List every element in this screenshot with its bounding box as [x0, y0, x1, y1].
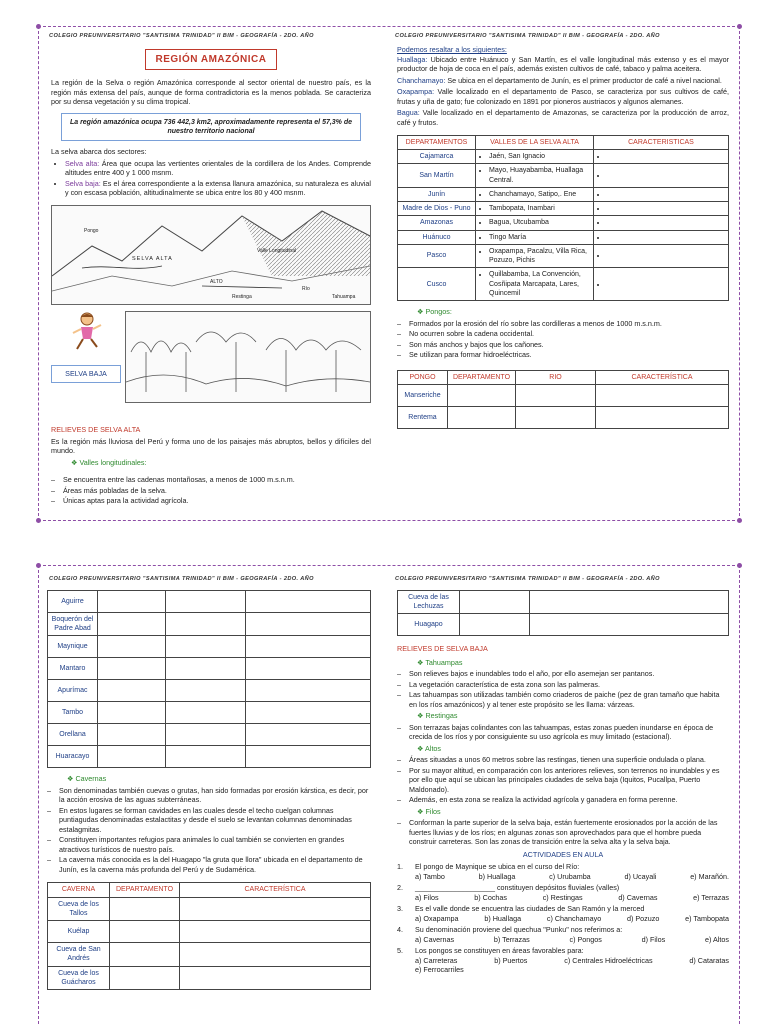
- answer-option[interactable]: b) Huallaga: [484, 913, 522, 923]
- valles-cell: • Bagua, Utcubamba: [476, 216, 594, 230]
- valles-cell: • Tambopata, Inambari: [476, 202, 594, 216]
- th-pongo: PONGO: [398, 370, 448, 384]
- table-row: [398, 187, 729, 201]
- answer-option[interactable]: d) Filos: [641, 934, 666, 944]
- valle-bagua: Bagua: Valle localizado en el departamento de Amazonas, se caracteriza por la producción de arroz, café y frutos.: [397, 108, 729, 127]
- table-row: [48, 591, 371, 613]
- valles-cell: • Chanchamayo, Satipo,. Ene: [476, 187, 594, 201]
- answer-option[interactable]: d) Ucayali: [624, 871, 657, 881]
- table-row: [48, 658, 371, 680]
- caracteristicas-cell[interactable]: [594, 230, 729, 244]
- fig-label-valle: Valle Longitudinal: [257, 248, 297, 254]
- valles-title: ❖ Valles longitudinales:: [71, 458, 371, 468]
- valles-table: [397, 135, 729, 301]
- area-note: La región amazónica ocupa 736 442,3 km2, aproximadamente representa el 57,3% de nuestro territorio nacional: [61, 113, 361, 141]
- table-row: [398, 164, 729, 187]
- selva-baja-item: • Selva baja: Es el área correspondiente a la extensa llanura amazónica, su naturaleza es aluvial y con escasa población, altitudinalmente se ubica entre los 80 y 400 msnm.: [65, 179, 371, 198]
- fig-label-selva-alta: SELVA ALTA: [132, 256, 173, 262]
- caracteristicas-cell[interactable]: [594, 202, 729, 216]
- caracteristicas-cell[interactable]: [594, 268, 729, 301]
- tahuampas-item: – Las tahuampas son utilizadas también como criaderos de paiche (pez de gran tamaño que habita en los ríos amazónicos) y al tener este propósito se les llama: várzeas.: [397, 690, 729, 709]
- answer-option[interactable]: e) Marañón.: [690, 871, 729, 881]
- th-caracteristicas: CARACTERISTICAS: [594, 136, 729, 150]
- intro-paragraph: La región de la Selva o región Amazónica corresponde al sector oriental de nuestro país, es la región más extensa del país, aunque de forma contradictoria es la menos poblada. Se caracteriza por su densa vegetación y su clima tropical.: [51, 78, 371, 107]
- table-row: [48, 943, 371, 966]
- section-title: REGIÓN AMAZÓNICA: [145, 49, 278, 70]
- pongo-name-cell: Aguirre: [48, 591, 98, 613]
- pongo-name-cell: Apurímac: [48, 680, 98, 702]
- question-item: 2. ____________________ constituyen depósitos fluviales (valles) a) Filos b) Cochas c) Restingas d) Cavernas e) Terrazas: [397, 883, 729, 902]
- caracteristicas-cell[interactable]: [594, 187, 729, 201]
- cavernas-item: – Son denominadas también cuevas o grutas, han sido formadas por erosión kárstica, es decir, por la acción erosiva de las aguas subterráneas.: [47, 786, 371, 805]
- valles-cell: • Quillabamba, La Convención, Cosñipata Marcapata, Lares, Quincemil: [476, 268, 594, 301]
- pongos-table-continued: [47, 590, 371, 768]
- table-row: [48, 746, 371, 768]
- filos-title: ❖ Filos: [417, 807, 729, 817]
- table-row: [48, 613, 371, 636]
- th-departamentos: DEPARTAMENTOS: [398, 136, 476, 150]
- table-row: [48, 636, 371, 658]
- answer-option[interactable]: e) Ferrocarriles: [415, 965, 464, 975]
- worksheet-page-2: [38, 565, 740, 1024]
- page-header: COLEGIO PREUNIVERSITARIO "SANTISIMA TRINIDAD" II BIM - GEOGRAFÍA - 2DO. AÑO: [395, 576, 660, 582]
- answer-option[interactable]: a) Cavernas: [415, 934, 455, 944]
- corner-dot: [36, 563, 41, 568]
- cavernas-table-continued: [397, 590, 729, 636]
- th-valles: VALLES DE LA SELVA ALTA: [476, 136, 594, 150]
- table-row: [398, 244, 729, 267]
- resaltar-heading: Podemos resaltar a los siguientes:: [397, 45, 507, 54]
- tahuampas-title: ❖ Tahuampas: [417, 658, 729, 668]
- pongos-item: – Se utilizan para formar hidroeléctricas.: [397, 350, 729, 360]
- answer-option[interactable]: b) Puertos: [494, 955, 528, 965]
- caracteristicas-cell[interactable]: [594, 150, 729, 164]
- running-girl-icon: [69, 311, 105, 353]
- altos-title: ❖ Altos: [417, 744, 729, 754]
- cavernas-table: [47, 882, 371, 990]
- caverna-name-cell: Kuélap: [48, 921, 110, 943]
- table-row: Manseriche: [398, 384, 729, 406]
- table-row: [398, 202, 729, 216]
- cavernas-item: – En estos lugares se forman cavidades en las cuales desde el techo cuelgan columnas puntiagudas denominadas estalactitas y desde el suelo se levantan columnas denominadas estalagmitas.: [47, 806, 371, 835]
- corner-dot: [737, 563, 742, 568]
- pongo-name-cell: Huaracayo: [48, 746, 98, 768]
- answer-option[interactable]: b) Huallaga: [478, 871, 516, 881]
- dep-cell: San Martín: [398, 164, 476, 187]
- answer-option[interactable]: a) Tambo: [415, 871, 445, 881]
- selva-alta-item: • Selva alta: Área que ocupa las vertientes orientales de la cordillera de los Andes. Comprende altitudes entre 400 y 1 000 msnm.: [65, 159, 371, 178]
- pongos-title: ❖ Pongos:: [417, 307, 729, 317]
- fig-label-tahuampa: Tahuampa: [332, 294, 356, 300]
- valles-cell: • Oxapampa, Pacalzu, Villa Rica, Pozuzo, Pichis: [476, 244, 594, 267]
- forest-sketch-icon: [126, 312, 370, 402]
- table-row: [48, 921, 371, 943]
- table-row: [48, 702, 371, 724]
- corner-dot: [737, 518, 742, 523]
- sectores-intro: La selva abarca dos sectores:: [51, 147, 147, 157]
- filos-item: – Conforman la parte superior de la selva baja, están fuertemente erosionados por la acción de las fuertes lluvias y de los ríos; en algunas zonas son aprovechados para que el hombre pueda construir carreteras. Son las zonas de transición entre la selva alta y la selva baja.: [397, 818, 729, 847]
- corner-dot: [737, 24, 742, 29]
- table-row: [398, 614, 729, 636]
- table-row: [48, 724, 371, 746]
- pongo-name-cell: Tambo: [48, 702, 98, 724]
- answer-option[interactable]: c) Centrales Hidroeléctricas: [564, 955, 653, 965]
- table-row: [48, 897, 371, 920]
- question-item: 4. Su denominación proviene del quechua "Punku" nos referimos a: a) Cavernas b) Terrazas c) Pongos d) Filos e) Altos: [397, 925, 729, 944]
- valles-item: – Se encuentra entre las cadenas montañosas, a menos de 1000 m.s.n.m.: [51, 475, 371, 485]
- caverna-name-cell: Huagapo: [398, 614, 460, 636]
- pongos-item: – No ocurren sobre la cadena occidental.: [397, 329, 729, 339]
- caverna-name-cell: Cueva de las Lechuzas: [398, 591, 460, 614]
- table-row: [398, 591, 729, 614]
- question-item: 3. Es el valle donde se encuentra las ciudades de San Ramón y la merced a) Oxapampa b) Huallaga c) Chanchamayo d) Pozuzo e) Tambopata: [397, 904, 729, 923]
- table-row: [398, 150, 729, 164]
- page-header: COLEGIO PREUNIVERSITARIO "SANTISIMA TRINIDAD" II BIM - GEOGRAFÍA - 2DO. AÑO: [49, 33, 314, 39]
- valles-item: – Áreas más pobladas de la selva.: [51, 486, 371, 496]
- fig-label-restinga: Restinga: [232, 294, 252, 300]
- th-caverna: CAVERNA: [48, 883, 110, 897]
- pongo-name-cell: Maynique: [48, 636, 98, 658]
- relieves-alta-title: RELIEVES DE SELVA ALTA: [51, 425, 141, 434]
- th-rio: RIO: [516, 370, 596, 384]
- valle-oxapampa: Oxapampa: Valle localizado en el departamento de Pasco, se caracteriza por sus cultivos de café, frutas y uña de gato; fue colonizado en 1891 por pioneros austriacos y algunos alemanes.: [397, 87, 729, 106]
- answer-option[interactable]: a) Filos: [415, 892, 439, 902]
- caverna-name-cell: Cueva de los Guácharos: [48, 966, 110, 989]
- dep-cell: Huánuco: [398, 230, 476, 244]
- tahuampas-item: – La vegetación característica de esta zona son las palmeras.: [397, 680, 729, 690]
- question-item: 1. El pongo de Maynique se ubica en el curso del Río: a) Tambo b) Huallaga c) Urubamba d) Ucayali e) Marañón.: [397, 862, 729, 881]
- mountain-sketch-icon: [52, 206, 370, 304]
- table-row: [398, 216, 729, 230]
- answer-option[interactable]: e) Terrazas: [693, 892, 729, 902]
- pongo-name-cell: Boquerón del Padre Abad: [48, 613, 98, 636]
- right-column: [397, 45, 729, 429]
- answer-option[interactable]: c) Urubamba: [549, 871, 591, 881]
- altos-item: – Además, en esta zona se realiza la actividad agrícola y ganadera en forma perenne.: [397, 795, 729, 805]
- corner-dot: [36, 518, 41, 523]
- pongos-item: – Son más anchos y bajos que los cañones.: [397, 340, 729, 350]
- pongos-table: [397, 370, 729, 429]
- dep-cell: Madre de Dios - Puno: [398, 202, 476, 216]
- restingas-title: ❖ Restingas: [417, 711, 729, 721]
- left-column-2: [47, 590, 371, 990]
- th-departamento: DEPARTAMENTO: [448, 370, 516, 384]
- dep-cell: Pasco: [398, 244, 476, 267]
- relieves-alta-text: Es la región más lluviosa del Perú y forma uno de los paisajes más abruptos, bellos y difíciles del mundo.: [51, 436, 371, 455]
- tahuampas-item: – Son relieves bajos e inundables todo el año, por ello asemejan ser pantanos.: [397, 669, 729, 679]
- actividades-title: ACTIVIDADES EN AULA: [522, 849, 604, 859]
- valles-cell: • Jaén, San Ignacio: [476, 150, 594, 164]
- table-row: [48, 966, 371, 989]
- valle-huallaga: Huallaga: Ubicado entre Huánuco y San Martín, es el valle longitudinal más extenso y es el mayor productor de hoja de coca en el país, además existen cultivos de café, tabaco y palma aceitera.: [397, 54, 729, 73]
- table-row: [48, 680, 371, 702]
- fig-label-alto: ALTO: [210, 279, 223, 285]
- pongo-name-cell: Orellana: [48, 724, 98, 746]
- cavernas-title: ❖ Cavernas: [67, 774, 371, 784]
- selva-baja-label: SELVA BAJA: [51, 365, 121, 383]
- answer-option[interactable]: b) Cochas: [474, 892, 508, 902]
- questions-list: [397, 862, 729, 975]
- pongos-item: – Formados por la erosión del río sobre las cordilleras a menos de 1000 m.s.n.m.: [397, 319, 729, 329]
- answer-option[interactable]: a) Carreteras: [415, 955, 458, 965]
- answer-option[interactable]: a) Oxapampa: [415, 913, 459, 923]
- selva-alta-sketch: [51, 205, 371, 305]
- caracteristicas-cell[interactable]: [594, 216, 729, 230]
- answer-option[interactable]: d) Pozuzo: [627, 913, 660, 923]
- answer-option[interactable]: c) Chanchamayo: [546, 913, 602, 923]
- dep-cell: Cajamarca: [398, 150, 476, 164]
- relieves-baja-title: RELIEVES DE SELVA BAJA: [397, 644, 488, 654]
- table-row: Rentema: [398, 406, 729, 428]
- valles-cell: • Tingo María: [476, 230, 594, 244]
- altos-item: – Por su mayor altitud, en comparación con los anteriores relieves, son terrenos no inundables y es por ello que aquí se ubican las principales ciudades de selva baja (Iquitos, Pucallpa, Puerto Maldonado).: [397, 766, 729, 795]
- valles-cell: • Mayo, Huayabamba, Huallaga Central.: [476, 164, 594, 187]
- valles-item: – Únicas aptas para la actividad agrícola.: [51, 496, 371, 506]
- dep-cell: Junín: [398, 187, 476, 201]
- th-departamento: DEPARTAMENTO: [110, 883, 180, 897]
- restingas-item: – Son terrazas bajas colindantes con las tahuampas, estas zonas pueden inundarse en época de crecida de los ríos y por consiguiente su uso agrícola es muy limitado (estacional).: [397, 723, 729, 742]
- dep-cell: Cusco: [398, 268, 476, 301]
- answer-option[interactable]: b) Terrazas: [493, 934, 530, 944]
- answer-option[interactable]: d) Cataratas: [689, 955, 729, 965]
- cavernas-item: – Constituyen importantes refugios para animales lo cual también se convierten en grandes atractivos turísticos de nuestro país.: [47, 835, 371, 854]
- cavernas-item: – La caverna más conocida es la del Huagapo "la gruta que llora" ubicada en el departamento de Junín, es la caverna más profunda del Perú y de Sudamérica.: [47, 855, 371, 874]
- answer-option[interactable]: d) Cavernas: [618, 892, 658, 902]
- corner-dot: [36, 24, 41, 29]
- left-column: [51, 49, 371, 199]
- table-row: [398, 230, 729, 244]
- fig-label-pongo: Pongo: [84, 228, 99, 234]
- table-row: [398, 268, 729, 301]
- answer-option[interactable]: e) Tambopata: [685, 913, 729, 923]
- caverna-name-cell: Cueva de los Tallos: [48, 897, 110, 920]
- caracteristicas-cell[interactable]: [594, 164, 729, 187]
- th-caracteristica: CARACTERÍSTICA: [596, 370, 729, 384]
- th-caracteristica: CARACTERÍSTICA: [180, 883, 371, 897]
- answer-option[interactable]: c) Pongos: [569, 934, 602, 944]
- answer-option[interactable]: e) Altos: [705, 934, 729, 944]
- fig-label-rio: Río: [302, 286, 310, 292]
- caverna-name-cell: Cueva de San Andrés: [48, 943, 110, 966]
- pongo-name-cell: Mantaro: [48, 658, 98, 680]
- page-header: COLEGIO PREUNIVERSITARIO "SANTISIMA TRINIDAD" II BIM - GEOGRAFÍA - 2DO. AÑO: [49, 576, 314, 582]
- valle-chanchamayo: Chanchamayo: Se ubica en el departamento de Junín, es el primer productor de café a nivel nacional.: [397, 75, 722, 85]
- right-column-2: [397, 590, 729, 977]
- dep-cell: Amazonas: [398, 216, 476, 230]
- selva-baja-sketch: [125, 311, 371, 403]
- caracteristicas-cell[interactable]: [594, 244, 729, 267]
- question-item: 5. Los pongos se constituyen en áreas favorables para: a) Carreteras b) Puertos c) Centrales Hidroeléctricas d) Cataratas e) Ferrocarriles: [397, 946, 729, 975]
- worksheet-page-1: [38, 26, 740, 521]
- relieves-alta-section: [51, 425, 371, 507]
- altos-item: – Áreas situadas a unos 60 metros sobre las restingas, tienen una superficie ondulada o plana.: [397, 755, 729, 765]
- page-header: COLEGIO PREUNIVERSITARIO "SANTISIMA TRINIDAD" II BIM - GEOGRAFÍA - 2DO. AÑO: [395, 33, 660, 39]
- answer-option[interactable]: c) Restingas: [542, 892, 583, 902]
